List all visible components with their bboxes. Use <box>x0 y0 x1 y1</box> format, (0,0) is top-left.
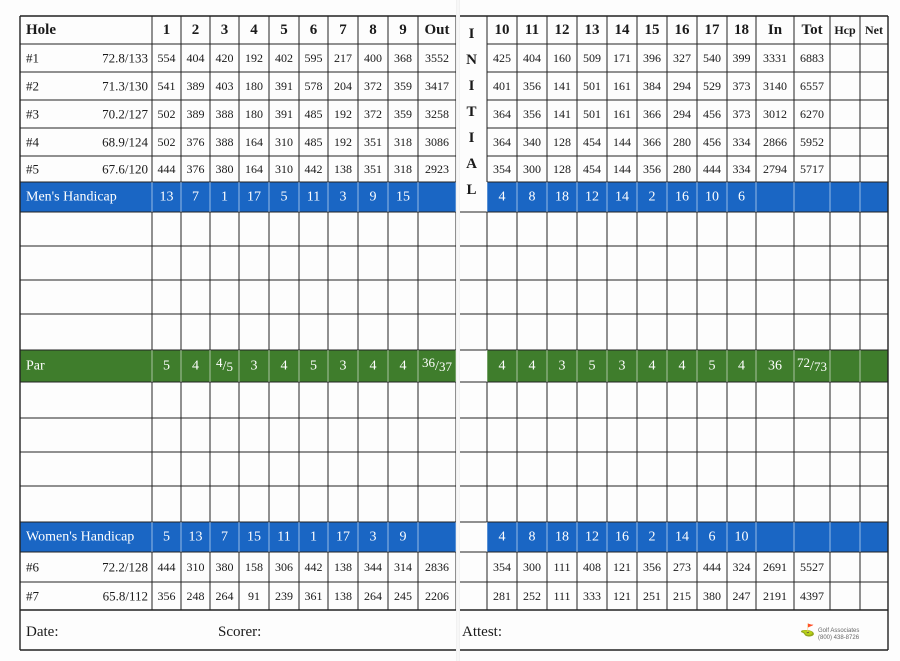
mens-handicap-value: 5 <box>280 189 288 205</box>
tee-5-hole-yardage: 310 <box>275 162 293 176</box>
tee-2-hole-yardage: 541 <box>157 79 176 93</box>
tee-5-in: 2794 <box>763 162 787 176</box>
tee-5-tot: 5717 <box>800 162 824 176</box>
net-header: Net <box>865 23 883 37</box>
tee-5-hole-yardage: 376 <box>186 162 205 176</box>
logo-name: Golf Associates <box>818 628 860 634</box>
par-value: 4 <box>678 358 686 374</box>
par-value: 5 <box>708 358 716 374</box>
tee-4-hole-yardage: 376 <box>186 135 205 149</box>
tee-6-hole-yardage: 408 <box>583 560 601 574</box>
tee-3-hole-yardage: 372 <box>364 107 382 121</box>
tot-header: Tot <box>801 22 823 38</box>
tee-1-hole-yardage: 595 <box>304 51 323 65</box>
tee-6-tot: 5527 <box>800 560 824 574</box>
tee-6-hole-yardage: 300 <box>523 560 541 574</box>
tee-1-out: 3552 <box>425 51 449 65</box>
mens-handicap-value: 12 <box>585 189 599 205</box>
par-value: 4 <box>498 358 506 374</box>
initial-letter: I <box>468 130 475 146</box>
tee-4-hole-yardage: 334 <box>732 135 751 149</box>
tee-6-out: 2836 <box>425 560 449 574</box>
tee-2-hole-yardage: 401 <box>493 79 511 93</box>
tee-3-hole-yardage: 356 <box>523 107 541 121</box>
tee-1-hole-yardage: 404 <box>523 51 541 65</box>
womens-handicap-value: 9 <box>399 529 407 545</box>
tee-1-hole-yardage: 540 <box>703 51 721 65</box>
tee-7-hole-yardage: 252 <box>523 589 541 603</box>
tee-4-hole-yardage: 388 <box>215 135 234 149</box>
tee-7-hole-yardage: 264 <box>364 589 382 603</box>
tee-3-name: #3 <box>26 106 39 122</box>
hcp-header: Hcp <box>834 23 856 37</box>
tee-7-hole-yardage: 215 <box>673 589 691 603</box>
tee-2-hole-yardage: 372 <box>364 79 382 93</box>
mens-handicap-value: 17 <box>247 189 261 205</box>
date-label: Date: <box>26 624 59 640</box>
tee-3-hole-yardage: 373 <box>732 107 751 121</box>
womens-handicap-value: 11 <box>277 529 291 545</box>
tee-3-hole-yardage: 456 <box>703 107 721 121</box>
par-value: 5 <box>310 358 317 374</box>
tee-3-hole-yardage: 192 <box>334 107 352 121</box>
womens-handicap-value: 5 <box>163 529 170 545</box>
mens-handicap-value: 1 <box>221 189 228 205</box>
hole-number-11: 11 <box>524 22 540 38</box>
hole-number-5: 5 <box>280 22 288 38</box>
hole-number-6: 6 <box>309 22 318 38</box>
tee-3-hole-yardage: 389 <box>186 107 205 121</box>
tee-6-hole-yardage: 344 <box>364 560 382 574</box>
womens-handicap-value: 1 <box>310 529 317 545</box>
hole-number-13: 13 <box>584 22 600 38</box>
tee-7-hole-yardage: 264 <box>215 589 234 603</box>
in-header: In <box>767 22 783 38</box>
tee-3-hole-yardage: 294 <box>673 107 691 121</box>
tee-4-hole-yardage: 485 <box>304 135 323 149</box>
tee-2-hole-yardage: 501 <box>583 79 601 93</box>
tee-1-hole-yardage: 420 <box>215 51 234 65</box>
womens-handicap-value: 6 <box>708 529 716 545</box>
tee-4-hole-yardage: 366 <box>643 135 661 149</box>
tee-6-hole-yardage: 380 <box>215 560 234 574</box>
golf-associates-logo <box>800 624 880 646</box>
tee-4-hole-yardage: 192 <box>334 135 352 149</box>
hole-number-2: 2 <box>191 22 200 38</box>
tee-5-hole-yardage: 144 <box>613 162 631 176</box>
mens-handicap-value: 15 <box>396 189 410 205</box>
tee-3-hole-yardage: 141 <box>553 107 571 121</box>
tee-7-hole-yardage: 356 <box>157 589 176 603</box>
womens-handicap-value: 12 <box>585 529 599 545</box>
hole-number-12: 12 <box>554 22 570 38</box>
tee-3-hole-yardage: 501 <box>583 107 601 121</box>
tee-7-rating: 65.8/112 <box>102 588 148 604</box>
tee-5-hole-yardage: 444 <box>703 162 721 176</box>
tee-2-in: 3140 <box>763 79 787 93</box>
tee-6-rating: 72.2/128 <box>102 559 148 575</box>
womens-handicap-value: 18 <box>555 529 569 545</box>
womens-handicap-value: 4 <box>498 529 506 545</box>
tee-5-hole-yardage: 354 <box>493 162 511 176</box>
tee-5-hole-yardage: 318 <box>394 162 412 176</box>
tee-7-hole-yardage: 247 <box>732 589 751 603</box>
flag-icon: ⛳ <box>800 623 815 637</box>
tee-3-tot: 6270 <box>800 107 824 121</box>
initial-letter: N <box>466 52 477 68</box>
tee-5-hole-yardage: 300 <box>523 162 541 176</box>
tee-4-hole-yardage: 340 <box>523 135 541 149</box>
tee-4-hole-yardage: 144 <box>613 135 631 149</box>
par-value: 4 <box>192 358 199 374</box>
hole-number-17: 17 <box>704 22 720 38</box>
tee-1-hole-yardage: 404 <box>186 51 205 65</box>
tee-7-hole-yardage: 248 <box>186 589 205 603</box>
mens-handicap-value: 18 <box>555 189 569 205</box>
tee-4-hole-yardage: 318 <box>394 135 412 149</box>
tee-7-in: 2191 <box>763 589 787 603</box>
tee-7-hole-yardage: 245 <box>394 589 412 603</box>
tee-7-out: 2206 <box>425 589 449 603</box>
tee-1-hole-yardage: 509 <box>583 51 601 65</box>
logo-phone: (800) 438-8726 <box>818 635 860 641</box>
mens-handicap-value: 11 <box>306 189 321 205</box>
tee-4-rating: 68.9/124 <box>102 134 148 150</box>
tee-6-hole-yardage: 111 <box>553 560 571 574</box>
par-label: Par <box>26 358 45 374</box>
womens-handicap-value: 3 <box>369 529 377 545</box>
tee-2-tot: 6557 <box>800 79 824 93</box>
womens-handicap-value: 13 <box>188 529 203 545</box>
womens-handicap-value: 14 <box>675 529 689 545</box>
hole-number-4: 4 <box>250 22 258 38</box>
scorer-label: Scorer: <box>218 624 262 640</box>
mens-handicap-value: 9 <box>369 189 377 205</box>
tee-1-hole-yardage: 171 <box>613 51 631 65</box>
tee-6-hole-yardage: 121 <box>613 560 631 574</box>
tee-7-hole-yardage: 111 <box>553 589 571 603</box>
tee-1-hole-yardage: 399 <box>732 51 751 65</box>
hole-header: Hole <box>26 22 56 38</box>
initial-letter: I <box>468 78 475 94</box>
tee-2-hole-yardage: 294 <box>673 79 691 93</box>
tee-2-hole-yardage: 373 <box>732 79 751 93</box>
tee-4-hole-yardage: 456 <box>703 135 721 149</box>
tee-4-tot: 5952 <box>800 135 824 149</box>
tee-5-hole-yardage: 351 <box>364 162 382 176</box>
tee-4-hole-yardage: 128 <box>553 135 571 149</box>
tee-7-name: #7 <box>26 588 39 604</box>
tee-3-hole-yardage: 502 <box>157 107 176 121</box>
tee-7-hole-yardage: 121 <box>613 589 631 603</box>
par-value: 5 <box>588 358 596 374</box>
hole-number-1: 1 <box>162 22 171 38</box>
tee-3-hole-yardage: 485 <box>304 107 323 121</box>
par-in: 36 <box>768 358 782 374</box>
mens-handicap-value: 10 <box>705 189 719 205</box>
card-fold <box>456 0 460 661</box>
hole-number-15: 15 <box>644 22 660 38</box>
tee-2-name: #2 <box>26 78 39 94</box>
tee-6-hole-yardage: 444 <box>703 560 721 574</box>
womens-handicap-value: 15 <box>247 529 261 545</box>
tee-3-hole-yardage: 161 <box>613 107 631 121</box>
hole-number-14: 14 <box>614 22 630 38</box>
par-value: 4 <box>648 358 656 374</box>
initial-letter: L <box>466 182 477 198</box>
mens-handicap-value: 3 <box>339 189 347 205</box>
tee-4-hole-yardage: 351 <box>364 135 382 149</box>
tee-3-hole-yardage: 364 <box>493 107 511 121</box>
tee-1-hole-yardage: 396 <box>643 51 661 65</box>
tee-5-hole-yardage: 380 <box>215 162 234 176</box>
tee-3-hole-yardage: 388 <box>215 107 234 121</box>
par-value: 3 <box>339 358 347 374</box>
par-value: 3 <box>618 358 626 374</box>
tee-2-hole-yardage: 356 <box>523 79 541 93</box>
tee-1-hole-yardage: 425 <box>493 51 511 65</box>
tee-2-hole-yardage: 403 <box>215 79 234 93</box>
tee-1-name: #1 <box>26 50 39 66</box>
tee-6-hole-yardage: 273 <box>673 560 691 574</box>
tee-7-hole-yardage: 380 <box>703 589 721 603</box>
tee-6-hole-yardage: 324 <box>732 560 751 574</box>
tee-2-hole-yardage: 180 <box>245 79 263 93</box>
hole-number-10: 10 <box>494 22 510 38</box>
tee-4-hole-yardage: 280 <box>673 135 691 149</box>
par-value: 4 <box>528 358 536 374</box>
tee-1-hole-yardage: 160 <box>553 51 571 65</box>
tee-5-out: 2923 <box>425 162 449 176</box>
tee-6-hole-yardage: 442 <box>304 560 323 574</box>
par-value: 4 <box>369 358 377 374</box>
tee-7-hole-yardage: 281 <box>493 589 511 603</box>
par-value: 4 <box>280 358 288 374</box>
womens-handicap-value: 17 <box>336 529 350 545</box>
tee-3-hole-yardage: 359 <box>394 107 412 121</box>
par-value: 4/5 <box>216 354 233 374</box>
tee-2-hole-yardage: 391 <box>275 79 293 93</box>
mens-handicap-value: 8 <box>528 189 536 205</box>
initial-letter: T <box>466 104 477 120</box>
hole-number-8: 8 <box>369 22 377 38</box>
tee-1-in: 3331 <box>763 51 787 65</box>
tee-2-rating: 71.3/130 <box>102 78 148 94</box>
attest-label: Attest: <box>462 624 502 640</box>
tee-4-hole-yardage: 164 <box>245 135 263 149</box>
mens-handicap-label: Men's Handicap <box>26 189 117 205</box>
tee-1-hole-yardage: 327 <box>673 51 691 65</box>
tee-1-hole-yardage: 217 <box>334 51 352 65</box>
tee-6-hole-yardage: 306 <box>275 560 293 574</box>
tee-1-hole-yardage: 402 <box>275 51 293 65</box>
par-tot: 72/73 <box>797 354 827 374</box>
tee-1-hole-yardage: 554 <box>157 51 176 65</box>
tee-7-hole-yardage: 91 <box>248 589 260 603</box>
tee-3-rating: 70.2/127 <box>102 106 148 122</box>
hole-number-3: 3 <box>220 22 229 38</box>
tee-5-rating: 67.6/120 <box>102 161 148 177</box>
tee-2-hole-yardage: 204 <box>334 79 352 93</box>
tee-5-hole-yardage: 138 <box>334 162 352 176</box>
tee-5-hole-yardage: 128 <box>553 162 571 176</box>
tee-2-hole-yardage: 529 <box>703 79 721 93</box>
tee-3-in: 3012 <box>763 107 787 121</box>
hole-number-18: 18 <box>734 22 749 38</box>
out-header: Out <box>424 22 450 38</box>
tee-7-hole-yardage: 251 <box>643 589 661 603</box>
tee-4-out: 3086 <box>425 135 449 149</box>
tee-2-hole-yardage: 389 <box>186 79 205 93</box>
tee-5-hole-yardage: 442 <box>304 162 323 176</box>
tee-4-hole-yardage: 502 <box>157 135 176 149</box>
tee-6-hole-yardage: 356 <box>643 560 661 574</box>
mens-handicap-value: 6 <box>738 189 745 205</box>
par-out: 36/37 <box>422 354 452 374</box>
tee-6-hole-yardage: 158 <box>245 560 263 574</box>
tee-5-name: #5 <box>26 161 39 177</box>
womens-handicap-label: Women's Handicap <box>26 529 135 545</box>
tee-3-hole-yardage: 180 <box>245 107 263 121</box>
tee-1-rating: 72.8/133 <box>102 50 148 66</box>
tee-6-hole-yardage: 354 <box>493 560 511 574</box>
tee-2-hole-yardage: 384 <box>643 79 661 93</box>
tee-3-hole-yardage: 366 <box>643 107 661 121</box>
tee-5-hole-yardage: 334 <box>732 162 751 176</box>
tee-1-tot: 6883 <box>800 51 824 65</box>
hole-number-9: 9 <box>399 22 407 38</box>
tee-6-hole-yardage: 314 <box>394 560 412 574</box>
tee-1-hole-yardage: 368 <box>394 51 412 65</box>
par-value: 4 <box>738 358 745 374</box>
mens-handicap-value: 13 <box>159 189 174 205</box>
mens-handicap-value: 2 <box>648 189 656 205</box>
tee-2-hole-yardage: 141 <box>553 79 571 93</box>
tee-6-hole-yardage: 138 <box>334 560 352 574</box>
tee-4-hole-yardage: 454 <box>583 135 601 149</box>
par-value: 4 <box>399 358 407 374</box>
tee-7-hole-yardage: 239 <box>275 589 293 603</box>
par-value: 3 <box>558 358 566 374</box>
tee-2-hole-yardage: 578 <box>304 79 323 93</box>
tee-4-hole-yardage: 310 <box>275 135 293 149</box>
tee-3-out: 3258 <box>425 107 449 121</box>
tee-6-name: #6 <box>26 559 39 575</box>
womens-handicap-value: 10 <box>734 529 749 545</box>
mens-handicap-value: 7 <box>192 189 199 205</box>
initial-letter: I <box>468 26 475 42</box>
tee-2-out: 3417 <box>425 79 449 93</box>
tee-3-hole-yardage: 391 <box>275 107 293 121</box>
par-value: 3 <box>250 358 258 374</box>
tee-1-hole-yardage: 400 <box>364 51 382 65</box>
par-band-front <box>20 350 456 382</box>
tee-7-tot: 4397 <box>800 589 824 603</box>
tee-7-hole-yardage: 361 <box>304 589 323 603</box>
womens-handicap-value: 7 <box>221 529 228 545</box>
womens-handicap-value: 2 <box>648 529 656 545</box>
tee-2-hole-yardage: 359 <box>394 79 412 93</box>
hole-number-16: 16 <box>674 22 690 38</box>
tee-5-hole-yardage: 280 <box>673 162 691 176</box>
initial-letter: A <box>466 156 477 172</box>
tee-5-hole-yardage: 444 <box>157 162 176 176</box>
mens-handicap-value: 14 <box>615 189 629 205</box>
tee-6-hole-yardage: 310 <box>186 560 205 574</box>
tee-5-hole-yardage: 164 <box>245 162 263 176</box>
womens-handicap-value: 16 <box>615 529 629 545</box>
tee-4-name: #4 <box>26 134 39 150</box>
tee-1-hole-yardage: 192 <box>245 51 263 65</box>
tee-2-hole-yardage: 161 <box>613 79 631 93</box>
par-value: 5 <box>163 358 170 374</box>
tee-5-hole-yardage: 454 <box>583 162 601 176</box>
tee-7-hole-yardage: 333 <box>583 589 601 603</box>
tee-7-hole-yardage: 138 <box>334 589 352 603</box>
tee-4-in: 2866 <box>763 135 787 149</box>
tee-5-hole-yardage: 356 <box>643 162 661 176</box>
womens-handicap-value: 8 <box>528 529 536 545</box>
tee-4-hole-yardage: 364 <box>493 135 511 149</box>
mens-handicap-value: 16 <box>675 189 689 205</box>
tee-6-hole-yardage: 444 <box>157 560 176 574</box>
tee-6-in: 2691 <box>763 560 787 574</box>
hole-number-7: 7 <box>339 22 347 38</box>
mens-handicap-value: 4 <box>498 189 506 205</box>
